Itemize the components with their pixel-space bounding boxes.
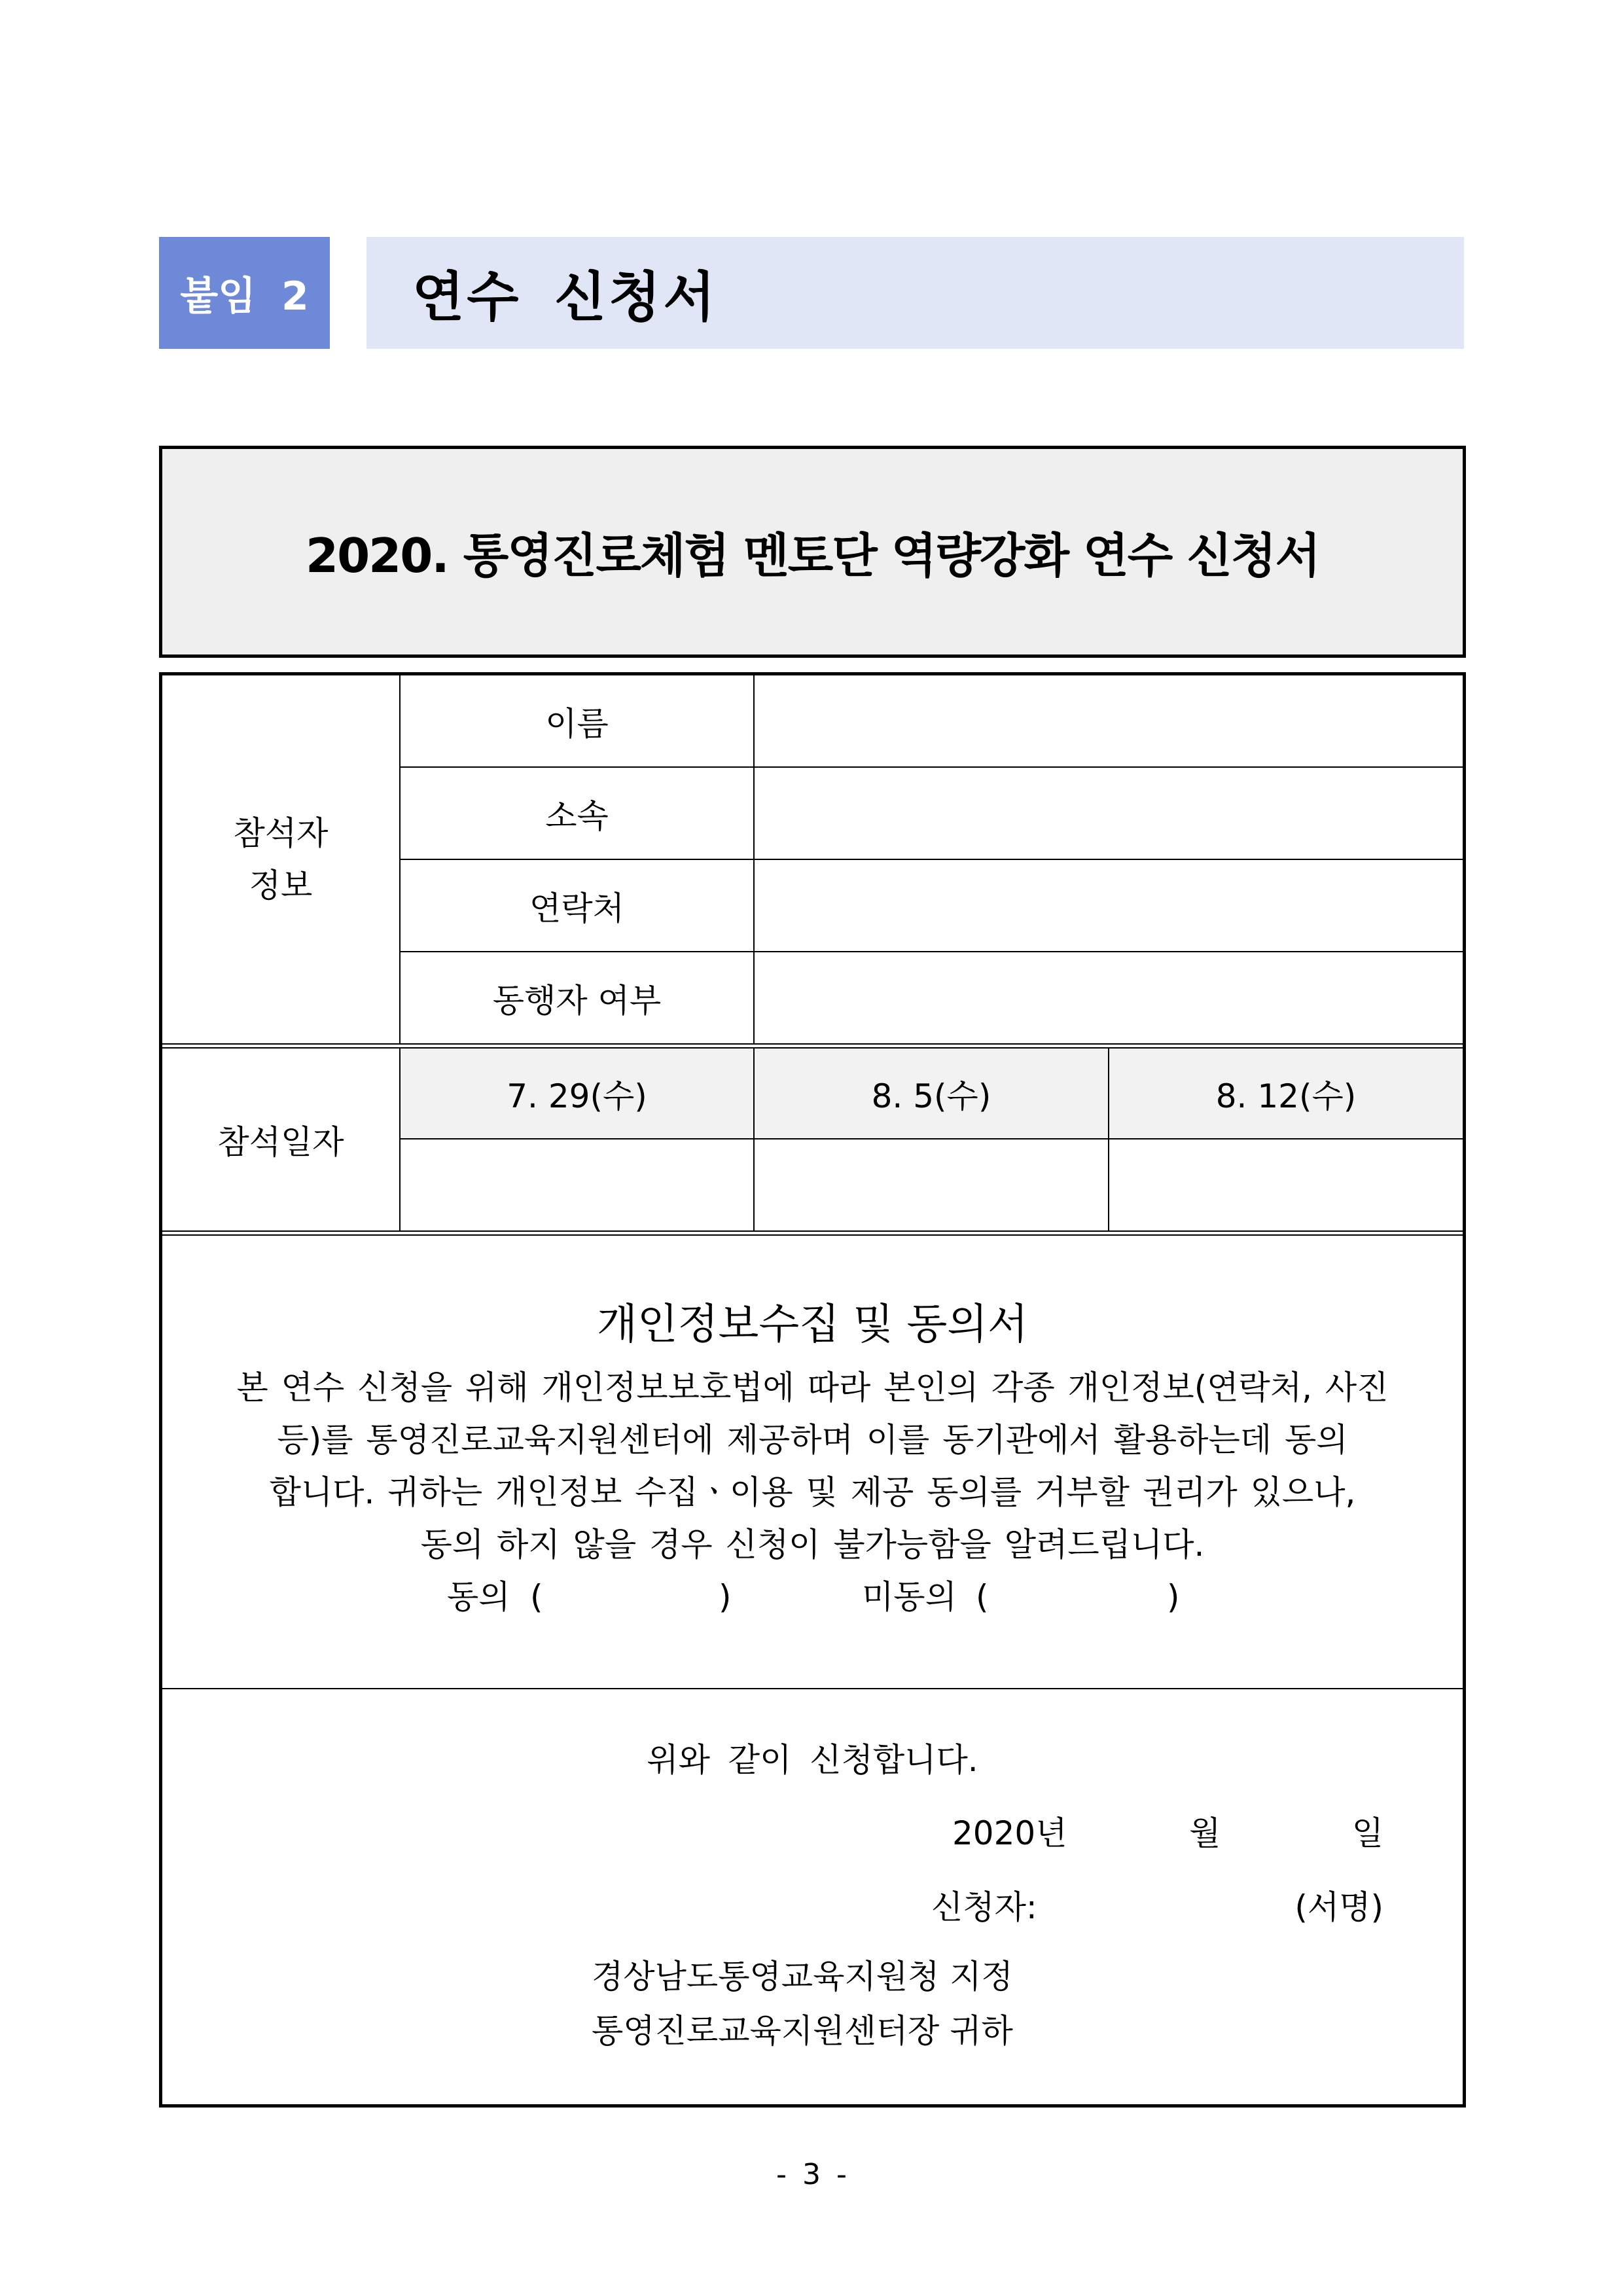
participant-info-label-line1: 참석자 bbox=[233, 814, 329, 852]
addressee-line: 경상남도통영교육지원청 지정 bbox=[592, 1958, 1013, 1996]
form-title-box bbox=[159, 446, 1466, 658]
agree-value bbox=[555, 1571, 712, 1623]
field-label-companion: 동행자 여부 bbox=[401, 952, 755, 1043]
attendance-date-header-row bbox=[401, 1049, 1463, 1139]
attendance-value-1 bbox=[401, 1139, 755, 1230]
section-divider bbox=[162, 1043, 1463, 1049]
field-value-contact bbox=[755, 860, 1463, 951]
field-row-contact bbox=[401, 860, 1463, 952]
addressee-line: 통영진로교육지원센터장 귀하 bbox=[592, 2012, 1013, 2050]
attendance-date-2: 8. 5(수) bbox=[755, 1049, 1109, 1138]
consent-text-line: 동의 하지 않을 경우 신청이 불가능함을 알려드립니다. bbox=[420, 1526, 1205, 1564]
signature-label: (서명) bbox=[1294, 1888, 1383, 1926]
application-statement: 위와 같이 신청합니다. bbox=[647, 1741, 978, 1779]
field-label-contact: 연락처 bbox=[401, 860, 755, 951]
field-value-name bbox=[755, 675, 1463, 766]
field-row-affiliation bbox=[401, 768, 1463, 860]
disagree-open-paren: ( bbox=[976, 1578, 989, 1616]
date-day: 일 bbox=[1351, 1814, 1383, 1852]
agree-close-paren: ) bbox=[719, 1578, 732, 1616]
form-title: 2020. 통영진로체험 멘토단 역량강화 연수 신청서 bbox=[305, 528, 1319, 583]
disagree-close-paren: ) bbox=[1167, 1578, 1180, 1616]
field-row-companion bbox=[401, 952, 1463, 1043]
attendance-value-3 bbox=[1109, 1139, 1463, 1230]
attendance-value-2 bbox=[755, 1139, 1109, 1230]
consent-text-line: 합니다. 귀하는 개인정보 수집ㆍ이용 및 제공 동의를 거부할 권리가 있으나, bbox=[269, 1473, 1356, 1511]
consent-section bbox=[162, 1236, 1463, 1689]
agree-label: 동의 bbox=[447, 1578, 510, 1616]
attendance-value-row bbox=[401, 1139, 1463, 1230]
consent-title: 개인정보수집 및 동의서 bbox=[597, 1300, 1028, 1349]
attendance-label: 참석일자 bbox=[162, 1049, 401, 1230]
attachment-badge: 붙임 2 bbox=[159, 237, 330, 349]
title-bar bbox=[366, 237, 1464, 349]
field-value-affiliation bbox=[755, 768, 1463, 859]
attendance-section bbox=[162, 1049, 1463, 1230]
signature-section bbox=[162, 1689, 1463, 2104]
field-row-name bbox=[401, 675, 1463, 768]
document-title: 연수 신청서 bbox=[412, 266, 718, 329]
field-label-name: 이름 bbox=[401, 675, 755, 766]
agree-open-paren: ( bbox=[530, 1578, 543, 1616]
disagree-label: 미동의 bbox=[862, 1578, 957, 1616]
consent-text-line: 본 연수 신청을 위해 개인정보보호법에 따라 본인의 각종 개인정보(연락처, 사진 bbox=[236, 1369, 1389, 1407]
section-divider bbox=[162, 1230, 1463, 1236]
attendance-date-1: 7. 29(수) bbox=[401, 1049, 755, 1138]
date-year: 2020년 bbox=[952, 1814, 1067, 1852]
consent-text-line: 등)를 통영진로교육지원센터에 제공하며 이를 동기관에서 활용하는데 동의 bbox=[277, 1421, 1348, 1459]
date-month: 월 bbox=[1189, 1814, 1221, 1852]
disagree-value bbox=[1001, 1571, 1158, 1623]
field-label-affiliation: 소속 bbox=[401, 768, 755, 859]
attendance-date-3: 8. 12(수) bbox=[1215, 1077, 1357, 1115]
participant-info-section bbox=[162, 675, 1463, 1043]
participant-info-label-line2: 정보 bbox=[249, 867, 313, 905]
page-number: - 3 - bbox=[776, 2158, 847, 2191]
field-value-companion bbox=[755, 952, 1463, 1043]
application-form-table bbox=[159, 672, 1466, 2108]
participant-info-label bbox=[162, 675, 401, 1043]
applicant-label: 신청자: bbox=[931, 1888, 1037, 1926]
